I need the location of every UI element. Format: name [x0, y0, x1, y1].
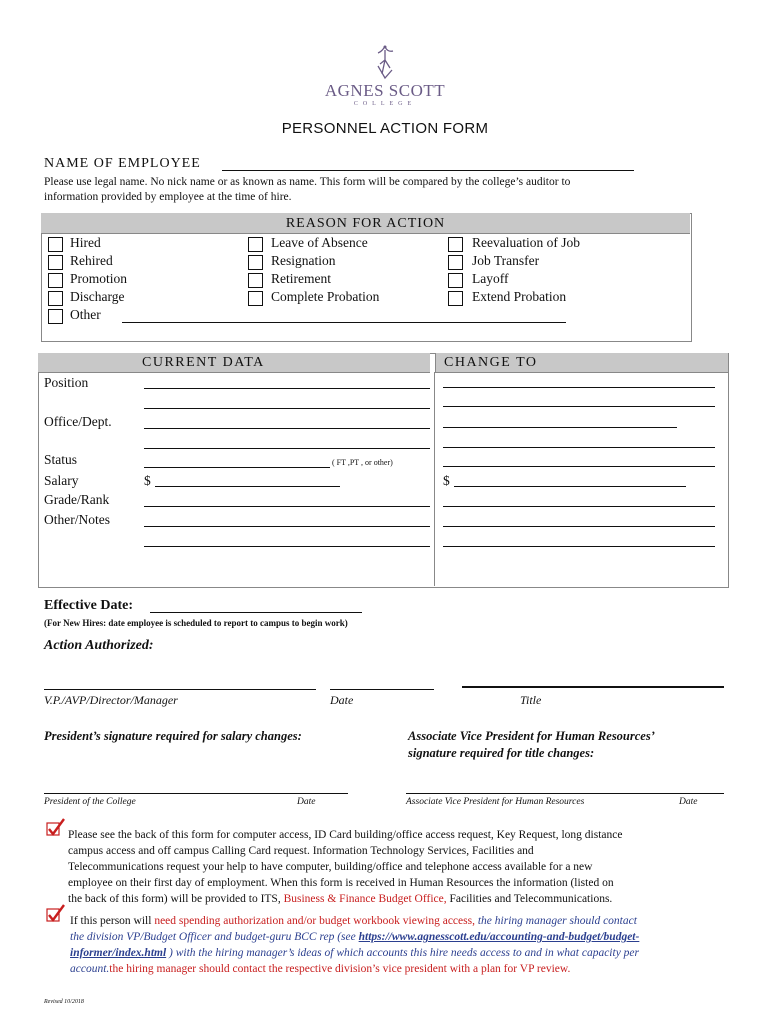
current-office-field-2[interactable] [144, 448, 430, 449]
checkbox-leave-of-absence[interactable] [248, 237, 263, 252]
action-authorized-label: Action Authorized: [44, 638, 154, 653]
employee-name-field[interactable] [222, 170, 634, 171]
checkbox-extend-probation[interactable] [448, 291, 463, 306]
president-required-note: President’s signature required for salary changes: [44, 729, 302, 743]
change-salary-field[interactable] [454, 486, 686, 487]
change-notes-field[interactable] [443, 526, 715, 527]
salary-label: Salary [44, 473, 79, 488]
avp-date-caption: Date [679, 797, 698, 807]
access-note-line: Telecommunications request your help to have computer, building/office and telephone access available for a new [68, 861, 593, 873]
budget-note-red: need spending authorization and/or budget workbook viewing access, [154, 915, 475, 927]
status-label: Status [44, 452, 78, 467]
manager-caption: V.P./AVP/Director/Manager [44, 693, 178, 707]
change-grade-field[interactable] [443, 506, 715, 507]
budget-note-red: the hiring manager should contact the respective division’s vice president with a plan for VP review. [109, 963, 571, 975]
budget-note-line [70, 961, 730, 977]
change-position-field-2[interactable] [443, 406, 715, 407]
access-note [68, 827, 728, 907]
checkbox-label: Extend Probation [472, 289, 567, 304]
checkbox-label: Retirement [271, 271, 331, 286]
column-divider [434, 372, 435, 586]
checkbox-complete-probation[interactable] [248, 291, 263, 306]
budget-note-text: If this person will [70, 915, 152, 927]
access-note-line [68, 891, 728, 907]
president-date-caption: Date [297, 797, 316, 807]
budget-informer-link-cont[interactable]: informer/index.html [70, 947, 167, 959]
effective-date-note: (For New Hires: date employee is scheduled to report to campus to begin work) [44, 618, 348, 628]
current-notes-field-2[interactable] [144, 546, 430, 547]
legal-note-line: Please use legal name. No nick name or as known as name. This form will be compared by the college’s auditor to [44, 176, 571, 188]
checkbox-label: Promotion [70, 271, 128, 286]
change-salary-dollar: $ [443, 473, 450, 488]
legal-note-line: information provided by employee at the time of hire. [44, 191, 292, 203]
checkbox-label: Layoff [472, 271, 509, 286]
budget-note-line [70, 945, 730, 961]
access-note-line: employee on their first day of employment. When this form is received in Human Resources the information (listed on [68, 877, 614, 889]
checkbox-label: Other [70, 307, 101, 322]
checkbox-promotion[interactable] [48, 273, 63, 288]
checkbox-hired[interactable] [48, 237, 63, 252]
change-notes-field-2[interactable] [443, 546, 715, 547]
change-status-field[interactable] [443, 466, 715, 467]
budget-note-blue: the division VP/Budget Officer and budget-guru BCC rep (see [70, 931, 356, 943]
current-salary-field[interactable] [155, 486, 340, 487]
checkbox-label: Reevaluation of Job [472, 235, 580, 250]
form-title: PERSONNEL ACTION FORM [281, 120, 489, 137]
status-note: ( FT ,PT , or other) [332, 458, 393, 467]
avp-caption: Associate Vice President for Human Resources [406, 797, 585, 807]
president-signature-field[interactable] [44, 793, 348, 794]
effective-date-field[interactable] [150, 612, 362, 613]
change-position-field[interactable] [443, 387, 715, 388]
access-note-text: Facilities and Telecommunications. [449, 893, 613, 905]
manager-signature-field[interactable] [44, 689, 316, 690]
budget-note-blue: ) with the hiring manager’s ideas of which accounts this hire needs access to and in what capacity per [169, 947, 640, 959]
logo-figure-icon [372, 44, 398, 82]
checkbox-rehired[interactable] [48, 255, 63, 270]
other-reason-field[interactable] [122, 322, 566, 323]
president-caption: President of the College [44, 797, 136, 807]
current-data-heading: CURRENT DATA [142, 355, 265, 370]
access-note-line: campus access and off campus Calling Card request. Information Technology Services, Facilities and [68, 845, 534, 857]
current-salary-dollar: $ [144, 473, 151, 488]
access-note-text: the back of this form) will be provided to ITS, [68, 893, 281, 905]
checkbox-layoff[interactable] [448, 273, 463, 288]
manager-date-field[interactable] [330, 689, 434, 690]
logo-subtitle: COLLEGE [353, 101, 417, 107]
change-to-header [435, 353, 728, 373]
employee-name-label: NAME OF EMPLOYEE [44, 156, 201, 171]
avp-signature-field[interactable] [406, 793, 724, 794]
budget-note-blue: the hiring manager should contact [477, 915, 637, 927]
change-office-field[interactable] [443, 427, 677, 428]
current-data-header [38, 353, 430, 373]
budget-note [70, 913, 730, 977]
checkbox-job-transfer[interactable] [448, 255, 463, 270]
date-caption: Date [330, 693, 354, 707]
avp-required-note-1: Associate Vice President for Human Resources’ [408, 729, 655, 743]
current-position-field[interactable] [144, 388, 430, 389]
current-position-field-2[interactable] [144, 408, 430, 409]
checkmark-icon [46, 904, 66, 924]
grade-label: Grade/Rank [44, 492, 110, 507]
checkbox-label: Resignation [271, 253, 336, 268]
other-notes-label: Other/Notes [44, 512, 110, 527]
logo-wordmark: AGNES SCOTT [324, 81, 446, 100]
current-grade-field[interactable] [144, 506, 430, 507]
current-status-field[interactable] [144, 467, 330, 468]
avp-required-note-2: signature required for title changes: [408, 746, 595, 760]
effective-date-label: Effective Date: [44, 598, 134, 613]
current-office-field[interactable] [144, 428, 430, 429]
legal-name-note [44, 175, 724, 205]
change-to-heading: CHANGE TO [444, 355, 538, 370]
checkmark-icon [46, 818, 66, 838]
title-caption: Title [520, 693, 542, 707]
change-office-field-2[interactable] [443, 447, 715, 448]
revision-date: Revised 10/2018 [44, 999, 84, 1005]
budget-note-line [70, 913, 730, 929]
budget-informer-link[interactable]: https://www.agnesscott.edu/accounting-and-budget/budget- [358, 931, 640, 943]
checkbox-retirement[interactable] [248, 273, 263, 288]
office-label: Office/Dept. [44, 414, 112, 429]
manager-title-field[interactable] [462, 686, 724, 688]
checkbox-reevaluation[interactable] [448, 237, 463, 252]
budget-office-text: Business & Finance Budget Office, [283, 893, 447, 905]
checkbox-label: Leave of Absence [271, 235, 368, 250]
checkbox-label: Job Transfer [472, 253, 540, 268]
position-label: Position [44, 375, 89, 390]
checkbox-label: Hired [70, 235, 101, 250]
checkbox-label: Complete Probation [271, 289, 380, 304]
checkbox-label: Discharge [70, 289, 125, 304]
access-note-line: Please see the back of this form for computer access, ID Card building/office access request, Key Request, long distance [68, 829, 623, 841]
college-logo [318, 44, 452, 108]
budget-note-blue: account. [70, 963, 110, 975]
checkbox-label: Rehired [70, 253, 113, 268]
checkbox-discharge[interactable] [48, 291, 63, 306]
checkbox-resignation[interactable] [248, 255, 263, 270]
checkbox-other[interactable] [48, 309, 63, 324]
budget-note-line [70, 929, 730, 945]
reason-heading: REASON FOR ACTION [41, 213, 690, 234]
current-notes-field[interactable] [144, 526, 430, 527]
